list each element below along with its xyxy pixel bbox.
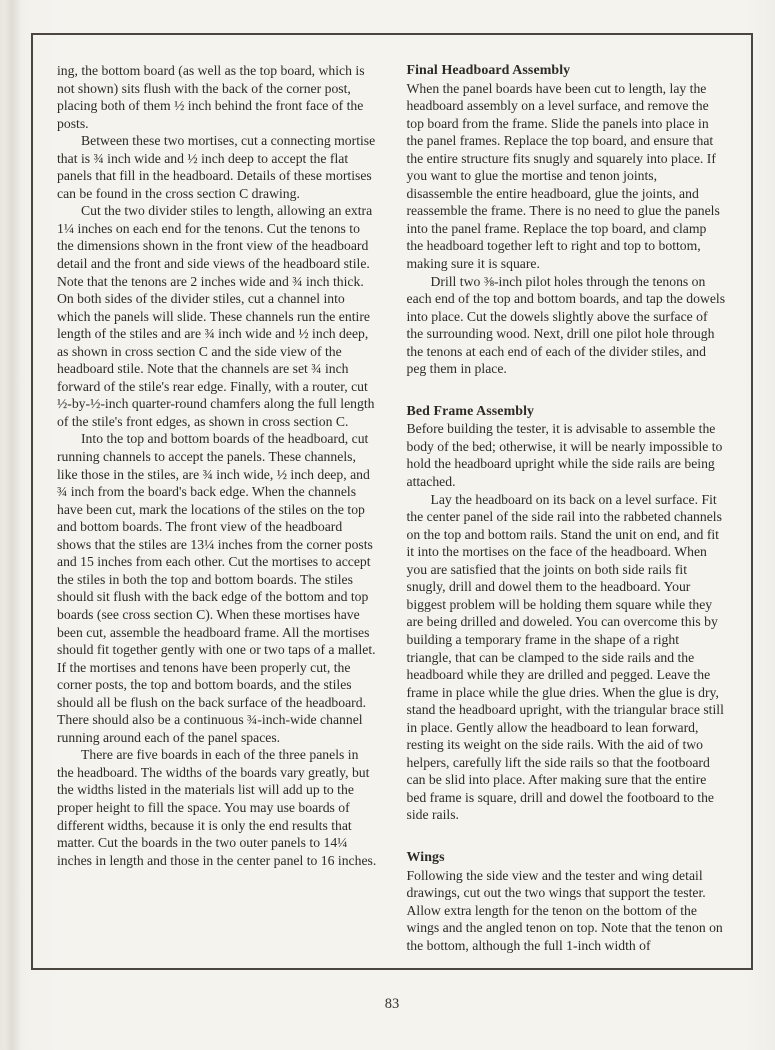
scan-edge-shadow — [5, 0, 21, 1050]
paragraph: Before building the tester, it is advisable to assemble the body of the bed; otherwise, it will be nearly impossible to hold the headboard upright while the side rails are being attached. — [406, 421, 723, 490]
section-heading: Bed Frame Assembly — [406, 403, 535, 419]
paragraph: Following the side view and the tester and wing detail drawings, cut out the two wings that support the tester. Allow extra length for the tenon on the bottom of the wings and the angled tenon on top. Note that the tenon on the bottom, although the full 1-inch width of — [406, 867, 723, 953]
section-heading: Wings — [406, 849, 445, 865]
page-number: 83 — [384, 996, 400, 1012]
page-frame — [31, 33, 753, 970]
paragraph: There are five boards in each of the three panels in the headboard. The widths of the boards vary greatly, but the widths listed in the materials list will add up to the proper height to fill the space. You may use boards of different widths, because it is only the end results that matter. Cut the boards in the two outer panels to 14¼ inches in length and those in the center panel to 16 inches. — [57, 747, 377, 868]
paragraph: Lay the headboard on its back on a level surface. Fit the center panel of the side rail into the rabbeted channels on the top and bottom rails. Stand the unit on end, and fit it into the mortises on the face of the headboard. When you are satisfied that the joints on both side rails fit snugly, drill and dowel them to the headboard. Your biggest problem will be holding them square while they are being drilled and doweled. You can overcome this by building a temporary frame in the shape of a right triangle, that can be clamped to the side rails and the headboard while they are drilled and pegged. Leave the frame in place while the glue dries. When the glue is dry, stand the headboard upright, with the triangular brace still in place. Gently allow the headboard to lean forward, resting its weight on the side rails. With the aid of two helpers, carefully lift the side rails so that the footboard can be slid into place. After making sure that the entire bed frame is square, drill and dowel the footboard to the side rails. — [406, 491, 724, 823]
page-content — [33, 35, 751, 968]
paragraph: Between these two mortises, cut a connecting mortise that is ¾ inch wide and ½ inch deep to accept the flat panels that fill in the headboard. Details of these mortises can be found in the cross section C drawing. — [57, 133, 376, 201]
section-wings — [407, 849, 727, 954]
paragraph: ing, the bottom board (as well as the top board, which is not shown) sits flush with the back of the corner post, placing both of them ½ inch behind the front face of the posts. — [57, 63, 365, 131]
paragraph: When the panel boards have been cut to length, lay the headboard assembly on a level surface, and remove the top board from the frame. Slide the panels into place in the panel frames. Replace the top board, and ensure that the entire structure fits snugly and squarely into place. If you want to glue the mortise and tenon joints, disassemble the entire headboard, glue the joints, and reassemble the frame. There is no need to glue the panels into the panel frame. Replace the top board, and clamp the headboard together left to right and top to bottom, making sure it is square. — [406, 80, 720, 272]
section-bed-frame-assembly — [407, 403, 727, 824]
section-final-headboard-assembly — [407, 62, 727, 378]
column-left — [57, 62, 377, 968]
paragraph: Cut the two divider stiles to length, allowing an extra 1¼ inches on each end for the tenons. Cut the tenons to the dimensions shown in the front view of the headboard detail and the front and side views of the headboard stile. Note that the tenons are 2 inches wide and ¾ inch thick. On both sides of the divider stiles, cut a channel into which the panels will slide. These channels run the entire length of the stiles and are ¾ inch wide and ½ inch deep, as shown in cross section C and the side view of the headboard stile. Note that the channels are set ¾ inch forward of the stile's rear edge. Finally, with a router, cut ½-by-½-inch quarter-round chamfers along the full length of the stile's front edges, as shown in cross section C. — [57, 203, 375, 429]
column-right — [407, 62, 727, 968]
paragraph: Into the top and bottom boards of the headboard, cut running channels to accept the panels. These channels, like those in the stiles, are ¾ inch wide, ½ inch deep, and ¾ inch from the board's back edge. When the channels have been cut, mark the locations of the stiles on the top and bottom boards. The front view of the headboard shows that the stiles are 13¼ inches from the corner posts and 15 inches from each other. Cut the mortises to accept the stiles in both the top and bottom boards. The stiles should sit flush with the back edge of the bottom and top boards (see cross section C). When these mortises have been cut, assemble the headboard frame. All the mortises should fit together gently with one or two taps of a mallet. If the mortises and tenons have been properly cut, the corner posts, the top and bottom boards, and the stiles should all be flush on the back surface of the headboard. There should also be a continuous ¾-inch-wide channel running around each of the panel spaces. — [57, 431, 376, 745]
section-heading: Final Headboard Assembly — [406, 63, 571, 78]
paragraph: Drill two ⅜-inch pilot holes through the tenons on each end of the top and bottom boards, and tap the dowels into place. Cut the dowels slightly above the surface of the surrounding wood. Next, drill one pilot hole through the tenons at each end of each of the divider stiles, and peg them in place. — [406, 273, 726, 377]
